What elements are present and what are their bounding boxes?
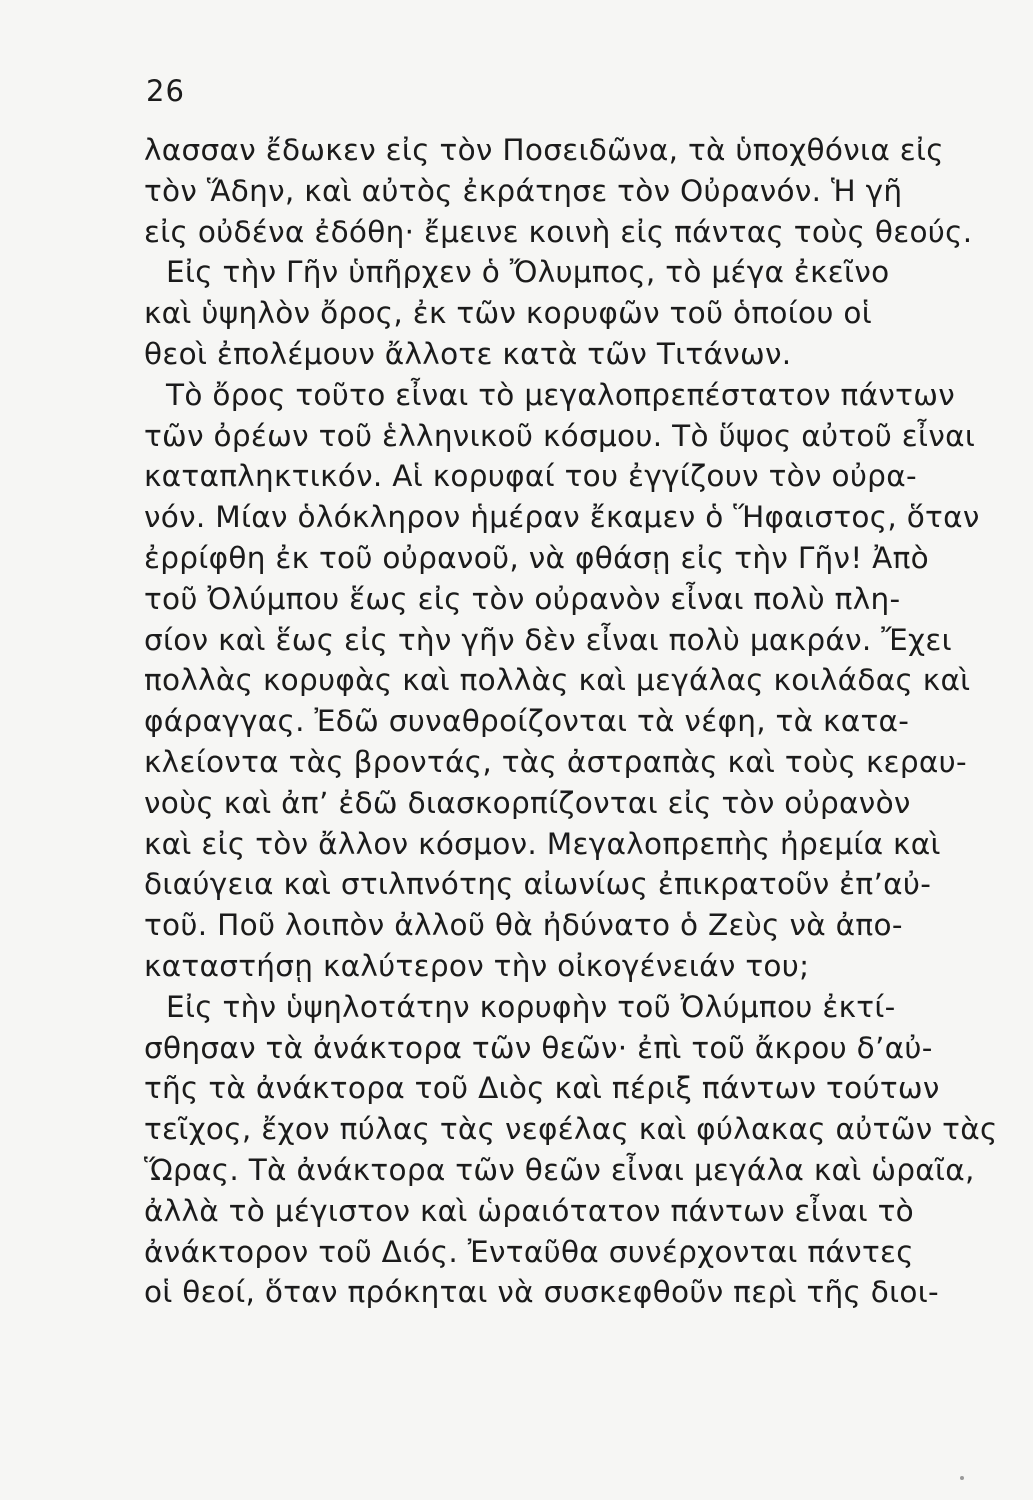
paragraph-start-line: Εἰς τὴν Γῆν ὑπῆρχεν ὁ Ὄλυμπος, τὸ μέγα ἐκεῖνο [166,255,890,290]
text-line: τῶν ὀρέων τοῦ ἑλληνικοῦ κόσμου. Τὸ ὕψος αὐτοῦ εἶναι [144,418,976,453]
text-line: θεοὶ ἐπολέμουν ἄλλοτε κατὰ τῶν Τιτάνων. [144,336,792,371]
text-line: εἰς οὐδένα ἐδόθη· ἔμεινε κοινὴ εἰς πάντας τοὺς θεούς. [144,214,973,249]
page-number: 26 [146,74,185,108]
text-line: οἱ θεοί, ὅταν πρόκηται νὰ συσκεφθοῦν περὶ τῆς διοι- [144,1275,940,1310]
text-line: κλείοντα τὰς βροντάς, τὰς ἀστραπὰς καὶ τοὺς κεραυ- [144,744,967,779]
body-text [144,130,1000,1313]
text-line: ἐρρίφθη ἐκ τοῦ οὐρανοῦ, νὰ φθάσῃ εἰς τὴν Γῆν! Ἀπὸ [144,540,930,575]
text-line: τὸν Ἅδην, καὶ αὐτὸς ἐκράτησε τὸν Οὐρανόν. Ἡ γῆ [144,173,903,208]
text-line: νόν. Μίαν ὁλόκληρον ἡμέραν ἔκαμεν ὁ Ἥφαιστος, ὅταν [144,500,980,535]
text-line: καὶ ὑψηλὸν ὄρος, ἐκ τῶν κορυφῶν τοῦ ὁποίου οἱ [144,296,873,331]
text-line: τοῦ Ὀλύμπου ἕως εἰς τὸν οὐρανὸν εἶναι πολὺ πλη- [144,581,901,616]
text-line: Ὥρας. Τὰ ἀνάκτορα τῶν θεῶν εἶναι μεγάλα καὶ ὡραῖα, [144,1152,975,1187]
text-line: τοῦ. Ποῦ λοιπὸν ἀλλοῦ θὰ ἠδύνατο ὁ Ζεὺς νὰ ἀπο- [144,908,903,943]
text-line: σθησαν τὰ ἀνάκτορα τῶν θεῶν· ἐπὶ τοῦ ἄκρου δ’αὐ- [144,1030,933,1065]
text-line: πολλὰς κορυφὰς καὶ πολλὰς καὶ μεγάλας κοιλάδας καὶ [144,663,971,698]
text-line: διαύγεια καὶ στιλπνότης αἰωνίως ἐπικρατοῦν ἐπ’αὐ- [144,867,932,902]
text-line: καταστήσῃ καλύτερον τὴν οἰκογένειάν του; [144,948,810,983]
paragraph-start-line: Εἰς τὴν ὑψηλοτάτην κορυφὴν τοῦ Ὀλύμπου ἐκτί- [166,989,896,1024]
text-line: καταπληκτικόν. Αἱ κορυφαί του ἐγγίζουν τὸν οὐρα- [144,459,917,494]
text-line: ἀνάκτορον τοῦ Διός. Ἐνταῦθα συνέρχονται πάντες [144,1234,914,1269]
text-line: καὶ εἰς τὸν ἄλλον κόσμον. Μεγαλοπρεπὴς ἠρεμία καὶ [144,826,941,861]
text-line: τεῖχος, ἔχον πύλας τὰς νεφέλας καὶ φύλακας αὐτῶν τὰς [144,1112,998,1147]
text-line: νοὺς καὶ ἀπ’ ἐδῶ διασκορπίζονται εἰς τὸν οὐρανὸν [144,785,911,820]
text-line: τῆς τὰ ἀνάκτορα τοῦ Διὸς καὶ πέριξ πάντων τούτων [144,1071,940,1106]
text-line: ἀλλὰ τὸ μέγιστον καὶ ὡραιότατον πάντων εἶναι τὸ [144,1193,914,1228]
paragraph-start-line: Τὸ ὄρος τοῦτο εἶναι τὸ μεγαλοπρεπέστατον πάντων [166,377,955,412]
text-line: φάραγγας. Ἐδῶ συναθροίζονται τὰ νέφη, τὰ κατα- [144,704,910,739]
text-line: σίον καὶ ἕως εἰς τὴν γῆν δὲν εἶναι πολὺ μακράν. Ἔχει [144,622,952,657]
text-line: λασσαν ἔδωκεν εἰς τὸν Ποσειδῶνα, τὰ ὑποχθόνια εἰς [144,133,944,167]
print-speck [960,1476,964,1480]
